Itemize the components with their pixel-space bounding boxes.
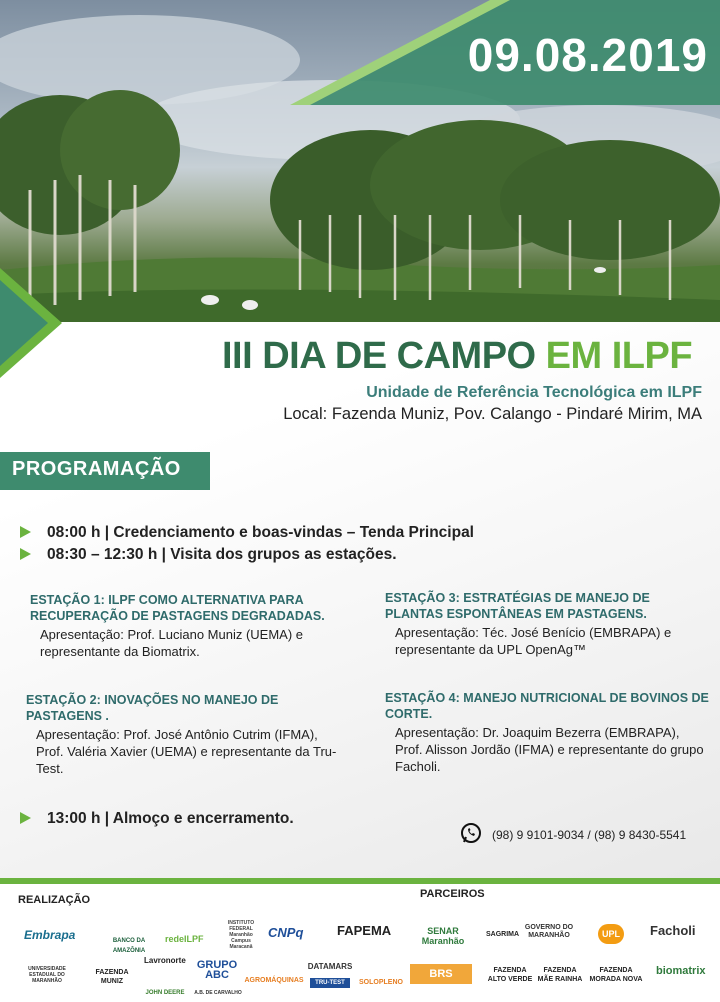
logo-agromaquinas: AGROMÁQUINAS	[244, 977, 304, 984]
logo-uema: UNIVERSIDADE ESTADUAL DO MARANHÃO	[28, 966, 66, 984]
logo-senar: SENAR Maranhão	[421, 926, 465, 946]
station-description: Apresentação: Téc. José Benício (EMBRAPA) e representante da UPL OpenAg™	[395, 625, 672, 657]
title-main: III DIA DE CAMPO	[222, 335, 536, 377]
station-title: ESTAÇÃO 4: MANEJO NUTRICIONAL DE BOVINOS DE CORTE.	[385, 691, 709, 721]
title-accent: EM ILPF	[545, 335, 693, 377]
logo-upl: UPL	[598, 924, 624, 944]
program-heading: PROGRAMAÇÃO	[12, 458, 181, 480]
logo-solopleno: SOLOPLENO	[359, 979, 403, 986]
contact-phones: (98) 9 9101-9034 / (98) 9 8430-5541	[460, 822, 686, 844]
station-title: ESTAÇÃO 1: ILPF COMO ALTERNATIVA PARA RECUPERAÇÃO DE PASTAGENS DEGRADADAS.	[30, 593, 325, 623]
whatsapp-icon	[460, 822, 482, 844]
logo-brs: BRS	[410, 964, 472, 984]
logo-banco-amazonia: BANCO DA AMAZÔNIA	[112, 938, 146, 954]
schedule-item: 08:30 – 12:30 h | Visita dos grupos as estações.	[20, 546, 397, 564]
schedule-item: 13:00 h | Almoço e encerramento.	[20, 810, 294, 828]
logo-rede-ilpf: redeILPF	[165, 934, 204, 944]
event-location: Local: Fazenda Muniz, Pov. Calango - Pindaré Mirim, MA	[283, 405, 702, 423]
footer-divider	[0, 878, 720, 884]
station-4	[385, 690, 710, 775]
bullet-icon	[20, 812, 31, 824]
logo-embrapa: Embrapa	[24, 928, 76, 942]
realizacao-label: REALIZAÇÃO	[18, 894, 91, 906]
logo-fazenda-mae-rainha: FAZENDA MÃE RAINHA	[537, 967, 583, 983]
station-1	[30, 592, 350, 660]
bullet-icon	[20, 548, 31, 560]
logo-fazenda-morada-nova: FAZENDA MORADA NOVA	[589, 967, 643, 983]
logo-cnpq: CNPq	[268, 925, 304, 940]
logo-john-deere: JOHN DEERE	[145, 990, 185, 996]
station-description: Apresentação: Prof. José Antônio Cutrim (IFMA), Prof. Valéria Xavier (UEMA) e representante da Tru-Test.	[36, 727, 337, 776]
station-description: Apresentação: Prof. Luciano Muniz (UEMA) e representante da Biomatrix.	[40, 627, 304, 659]
logo-datamars: DATAMARS	[307, 962, 353, 971]
event-title	[222, 335, 692, 378]
logo-ab-carvalho: A.B. DE CARVALHO	[194, 990, 242, 996]
logo-tru-test: TRU-TEST	[310, 978, 350, 988]
logo-sagrima: SAGRIMA	[486, 931, 520, 938]
bullet-icon	[20, 526, 31, 538]
station-title: ESTAÇÃO 3: ESTRATÉGIAS DE MANEJO DE PLANTAS ESPONTÂNEAS EM PASTAGENS.	[385, 591, 650, 621]
station-3	[385, 590, 705, 658]
logo-instituto-federal: INSTITUTO FEDERAL Maranhão Campus Maracanã	[227, 920, 255, 950]
logo-fazenda-alto-verde: FAZENDA ALTO VERDE	[487, 967, 533, 983]
logo-fapema: FAPEMA	[337, 923, 392, 938]
left-decoration	[0, 268, 70, 378]
logo-governo-maranhao: GOVERNO DO MARANHÃO	[524, 924, 574, 939]
parceiros-label: PARCEIROS	[420, 888, 485, 900]
logo-facholi: Facholi	[650, 923, 696, 938]
station-2	[26, 692, 341, 777]
station-description: Apresentação: Dr. Joaquim Bezerra (EMBRAPA), Prof. Alisson Jordão (IFMA) e representante do grupo Facholi.	[395, 725, 704, 774]
logo-lavronorte: Lavronorte	[144, 956, 186, 965]
logo-biomatrix: biomatrix	[656, 965, 706, 977]
event-date: 09.08.2019	[467, 29, 708, 81]
schedule-item: 08:00 h | Credenciamento e boas-vindas – Tenda Principal	[20, 524, 474, 542]
logo-fazenda-muniz: FAZENDA MUNIZ	[95, 969, 129, 985]
station-title: ESTAÇÃO 2: INOVAÇÕES NO MANEJO DE PASTAGENS .	[26, 693, 279, 723]
logo-grupo-abc: GRUPO ABC	[196, 959, 238, 981]
event-subtitle: Unidade de Referência Tecnológica em ILPF	[366, 384, 702, 401]
